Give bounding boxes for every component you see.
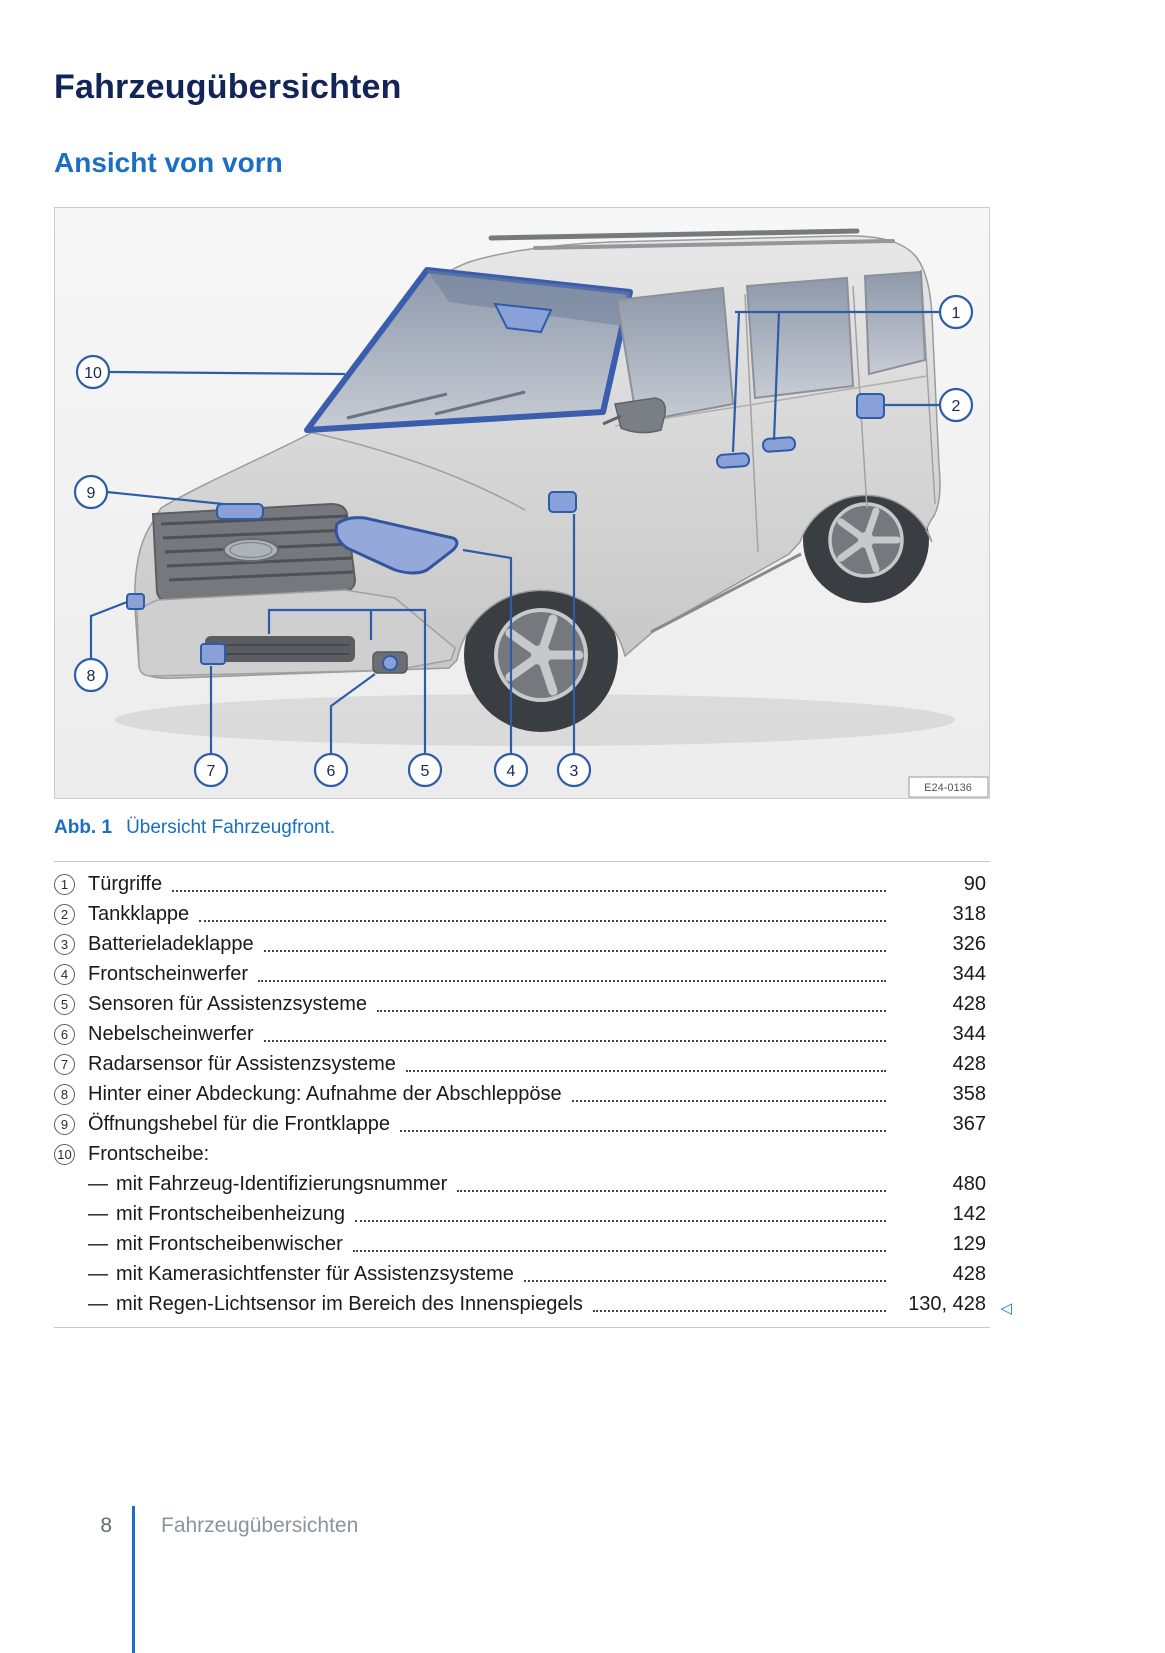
item-label: mit Frontscheibenwischer bbox=[116, 1232, 343, 1255]
callout-10 bbox=[77, 356, 109, 388]
callout-1 bbox=[940, 296, 972, 328]
svg-text:10: 10 bbox=[84, 365, 102, 382]
figure-code-label bbox=[909, 777, 988, 797]
callout-9 bbox=[75, 476, 107, 508]
callout-4 bbox=[495, 754, 527, 786]
svg-text:4: 4 bbox=[506, 763, 516, 780]
svg-text:2: 2 bbox=[951, 398, 961, 415]
dot-leader bbox=[457, 1177, 886, 1192]
legend-subrow bbox=[54, 1259, 990, 1289]
page-ref: 326 bbox=[952, 932, 986, 955]
figure-caption-label: Abb. 1 bbox=[54, 817, 113, 838]
vehicle-front-figure bbox=[54, 207, 990, 799]
fog-light-highlight bbox=[373, 652, 407, 673]
page-ref: 428 bbox=[952, 1262, 986, 1285]
svg-text:3: 3 bbox=[569, 763, 579, 780]
page-ref: 367 bbox=[952, 1112, 986, 1135]
svg-text:9: 9 bbox=[86, 485, 96, 502]
svg-text:5: 5 bbox=[420, 763, 430, 780]
dot-leader bbox=[377, 997, 886, 1012]
charge-flap-highlight bbox=[549, 492, 576, 512]
item-label: Radarsensor für Assistenzsysteme bbox=[88, 1052, 396, 1075]
legend-row bbox=[54, 1079, 990, 1109]
callout-3 bbox=[558, 754, 590, 786]
page-ref: 344 bbox=[952, 1022, 986, 1045]
legend-row bbox=[54, 959, 990, 989]
page-ref: 480 bbox=[952, 1172, 986, 1195]
legend-row bbox=[54, 869, 990, 899]
tow-hook-cover-highlight bbox=[127, 594, 144, 609]
callout-8 bbox=[75, 659, 107, 691]
svg-text:7: 7 bbox=[206, 763, 216, 780]
footer-divider bbox=[132, 1506, 135, 1653]
item-label: Hinter einer Abdeckung: Aufnahme der Abschleppöse bbox=[88, 1082, 562, 1105]
item-number-badge: 9 bbox=[54, 1114, 75, 1135]
legend-row bbox=[54, 1049, 990, 1079]
legend-subrow bbox=[54, 1169, 990, 1199]
item-label: Batterieladeklappe bbox=[88, 932, 254, 955]
radar-sensor-highlight bbox=[201, 644, 225, 664]
callout-7 bbox=[195, 754, 227, 786]
svg-text:6: 6 bbox=[326, 763, 336, 780]
dot-leader bbox=[353, 1237, 886, 1252]
page-content bbox=[54, 0, 1012, 1328]
dot-leader bbox=[199, 907, 886, 922]
item-number-badge: 5 bbox=[54, 994, 75, 1015]
item-number-badge: 2 bbox=[54, 904, 75, 925]
legend-row bbox=[54, 899, 990, 929]
figure-caption-text: Übersicht Fahrzeugfront. bbox=[126, 817, 336, 838]
page-ref: 130, 428 bbox=[908, 1292, 986, 1315]
item-label: Nebelscheinwerfer bbox=[88, 1022, 254, 1045]
legend-row bbox=[54, 929, 990, 959]
hood-release-highlight bbox=[217, 504, 263, 519]
item-number-badge: 4 bbox=[54, 964, 75, 985]
item-number-badge: 7 bbox=[54, 1054, 75, 1075]
legend-subrow bbox=[54, 1289, 1012, 1319]
dot-leader bbox=[524, 1267, 886, 1282]
legend-row bbox=[54, 1109, 990, 1139]
legend-subrow bbox=[54, 1199, 990, 1229]
footer-section-title: Fahrzeugübersichten bbox=[161, 1514, 359, 1537]
dot-leader bbox=[264, 937, 886, 952]
nav-triangle-icon[interactable]: ◁ bbox=[1000, 1300, 1012, 1317]
item-label: mit Regen-Lichtsensor im Bereich des Innenspiegels bbox=[116, 1292, 583, 1315]
windshield bbox=[307, 270, 630, 430]
item-number-badge: 6 bbox=[54, 1024, 75, 1045]
figure-legend bbox=[54, 861, 1012, 1328]
item-label: Öffnungshebel für die Frontklappe bbox=[88, 1112, 391, 1135]
dot-leader bbox=[572, 1087, 886, 1102]
legend-row bbox=[54, 1019, 990, 1049]
item-number-badge: 8 bbox=[54, 1084, 75, 1105]
vehicle-front-illustration bbox=[55, 208, 989, 798]
front-grille bbox=[153, 504, 355, 602]
page-ref: 358 bbox=[952, 1082, 986, 1105]
callout-6 bbox=[315, 754, 347, 786]
dot-leader bbox=[355, 1207, 886, 1222]
legend-row bbox=[54, 1139, 990, 1169]
page-ref: 428 bbox=[952, 1052, 986, 1075]
svg-text:1: 1 bbox=[951, 305, 961, 322]
item-number-badge: 3 bbox=[54, 934, 75, 955]
svg-text:E24-0136: E24-0136 bbox=[924, 782, 972, 794]
page-footer bbox=[54, 1506, 358, 1653]
callout-2 bbox=[940, 389, 972, 421]
dot-leader bbox=[172, 877, 886, 892]
footer-page-number: 8 bbox=[100, 1514, 112, 1537]
page-ref: 318 bbox=[952, 902, 986, 925]
svg-text:8: 8 bbox=[86, 668, 96, 685]
page-ref: 428 bbox=[952, 992, 986, 1015]
item-number-badge: 1 bbox=[54, 874, 75, 895]
page-ref: 129 bbox=[952, 1232, 986, 1255]
dash-bullet: — bbox=[88, 1172, 108, 1195]
item-label: mit Kamerasichtfenster für Assistenzsysteme bbox=[116, 1262, 514, 1285]
dot-leader bbox=[264, 1027, 886, 1042]
item-label: mit Fahrzeug-Identifizierungsnummer bbox=[116, 1172, 448, 1195]
page-title: Fahrzeugübersichten bbox=[54, 68, 402, 106]
section-heading: Ansicht von vorn bbox=[54, 147, 283, 178]
item-label: Türgriffe bbox=[88, 872, 163, 895]
dot-leader bbox=[400, 1117, 886, 1132]
item-label: Tankklappe bbox=[88, 902, 190, 925]
dot-leader bbox=[406, 1057, 886, 1072]
dash-bullet: — bbox=[88, 1262, 108, 1285]
dot-leader bbox=[593, 1297, 886, 1312]
dash-bullet: — bbox=[88, 1232, 108, 1255]
item-number-badge: 10 bbox=[54, 1144, 75, 1165]
legend-subrow bbox=[54, 1229, 990, 1259]
dash-bullet: — bbox=[88, 1292, 108, 1315]
item-label: mit Frontscheibenheizung bbox=[116, 1202, 346, 1225]
page-ref: 90 bbox=[963, 872, 986, 895]
callout-5 bbox=[409, 754, 441, 786]
dash-bullet: — bbox=[88, 1202, 108, 1225]
figure-caption bbox=[54, 817, 990, 839]
legend-row bbox=[54, 989, 990, 1019]
fuel-flap-highlight bbox=[857, 394, 884, 418]
brand-badge bbox=[224, 539, 278, 561]
dot-leader bbox=[258, 967, 886, 982]
page-ref: 142 bbox=[952, 1202, 986, 1225]
item-label: Frontscheibe: bbox=[88, 1142, 210, 1165]
item-label: Sensoren für Assistenzsysteme bbox=[88, 992, 368, 1015]
item-label: Frontscheinwerfer bbox=[88, 962, 249, 985]
page-ref: 344 bbox=[952, 962, 986, 985]
